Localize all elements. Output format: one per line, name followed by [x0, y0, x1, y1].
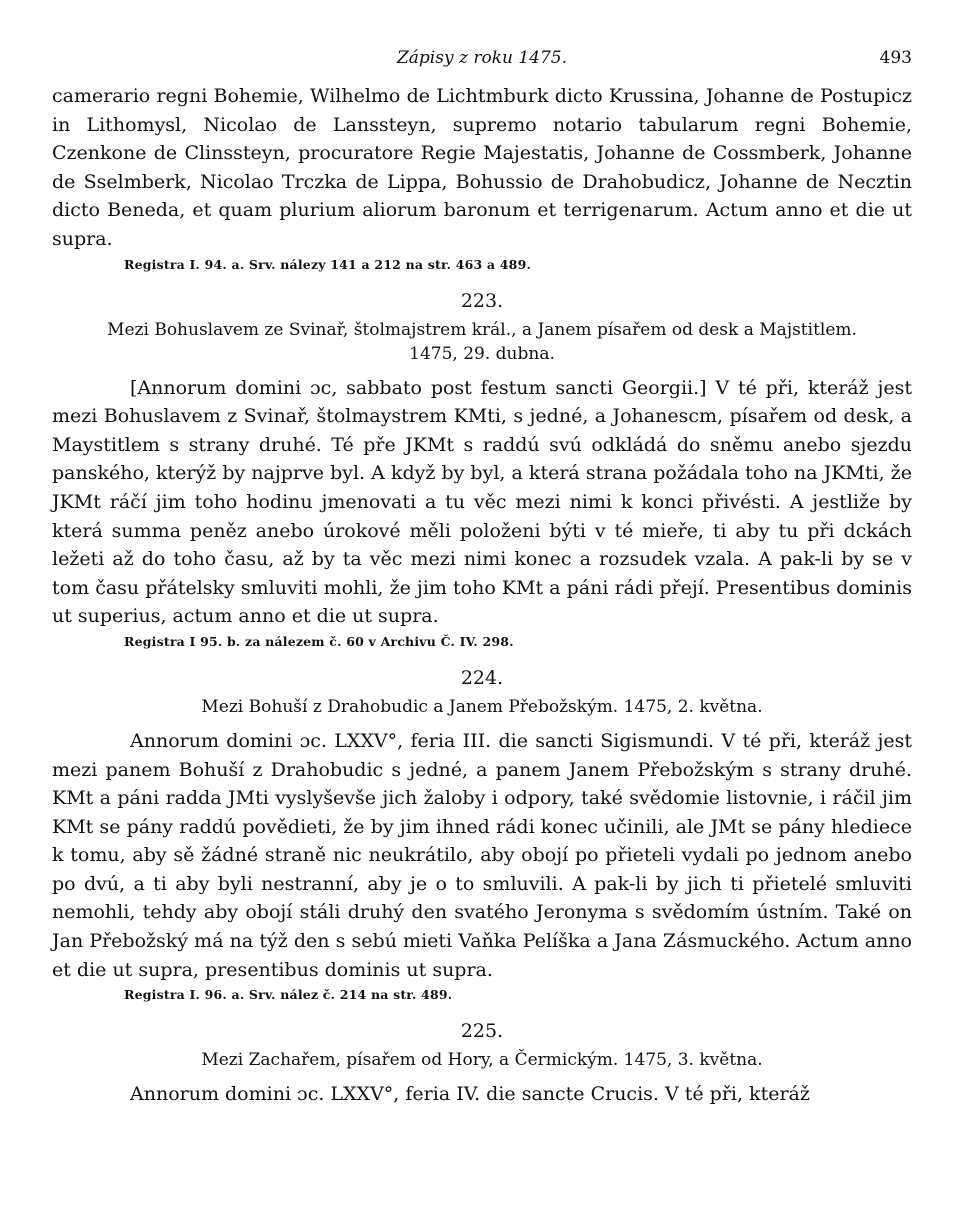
page-number: 493: [879, 48, 912, 68]
entry-number: 223.: [460, 289, 504, 312]
entry-text: [Annorum domini ɔc, sabbato post festum sancti Georgii.] V té při, kteráž jest mezi Bohuslavem z Svinař, štolmaystrem KMti, s jedné, a Johanescm, písařem od desk, a Maystitlem s strany druhé. Té pře JKMt s raddú svú odkládá do sněmu anebo sjezdu panského, kterýž by najprve byl. A když by byl, a která strana požádala toho na JKMti, že JKMt ráčí jim toho hodinu jmenovati a tu věc mezi nimi k konci přivésti. A jestliže by která summa peněz anebo úrokové měli položeni býti v té mieře, ti aby tu při dckách ležeti až do toho času, až by ta věc mezi nimi konec a rozsudek vzala. A pak-li by se v tom času přátelsky smluviti mohli, že jim toho KMt a páni rádi přejí. Presentibus dominis ut superius, actum anno et die ut supra.: [52, 376, 912, 628]
page-header: [52, 38, 912, 82]
entry-regest: Mezi Zachařem, písařem od Hory, a Čermickým. 1475, 3. května.: [201, 1050, 763, 1071]
entry-regest: Mezi Bohuslavem ze Svinař, štolmajstrem král., a Janem písařem od desk a Majstitlem. 1475, 29. dubna.: [107, 319, 857, 364]
entry-224: [52, 665, 912, 1004]
entry-number: 224.: [460, 666, 504, 689]
entry-223: [52, 288, 912, 651]
entry-text: Annorum domini ɔc. LXXV°, feria III. die sancti Sigismundi. V té při, kteráž jest mezi panem Bohuší z Drahobudic s jedné, a panem Janem Přebožským s strany druhé. KMt a páni radda JMti vyslyševše jich žaloby i odpory, také svědomie listovnie, i ráčil jim KMt se pány raddú povědieti, že by jim ihned rádi konec učinili, ale JMt se pány hlediece k tomu, aby sě žádné straně nic neukrátilo, aby obojí po přieteli vydali po jednom anebo po dvú, a ti aby byli nestranní, aby je o to smluvili. A pak-li by jich ti přietelé smluviti nemohli, tehdy aby obojí stáli druhý den svatého Jeronyma s svědomím ústním. Také on Jan Přebožský má na týž den s sebú mieti Vaňka Pelíška a Jana Zásmuckého. Actum anno et die ut supra, presentibus dominis ut supra.: [52, 729, 912, 981]
intro-registry-note: Registra I. 94. a. Srv. nálezy 141 a 212 na str. 463 a 489.: [124, 256, 532, 272]
entry-registry-note: Registra I 95. b. za nálezem č. 60 v Archivu Č. IV. 298.: [124, 633, 514, 649]
entry-registry-note: Registra I. 96. a. Srv. nález č. 214 na str. 489.: [124, 987, 453, 1003]
entry-number: 225.: [460, 1020, 504, 1043]
entry-regest: Mezi Bohuší z Drahobudic a Janem Přebožským. 1475, 2. května.: [201, 696, 763, 717]
entry-text: Annorum domini ɔc. LXXV°, feria IV. die sancte Crucis. V té při, kteráž: [130, 1083, 810, 1106]
entry-225: [52, 1018, 912, 1109]
running-title: Zápisy z roku 1475.: [396, 48, 568, 68]
intro-paragraph: camerario regni Bohemie, Wilhelmo de Lichtmburk dicto Krussina, Johanne de Postupicz in Lithomysl, Nicolao de Lanssteyn, supremo notario tabularum regni Bohemie, Czenkone de Clinssteyn, procuratore Regie Majestatis, Johanne de Cossmberk, Johanne de Sselmberk, Nicolao Trczka de Lippa, Bohussio de Drahobudicz, Johanne de Necztin dicto Beneda, et quam plurium aliorum baronum et terrigenarum. Actum anno et die ut supra.: [52, 85, 912, 250]
